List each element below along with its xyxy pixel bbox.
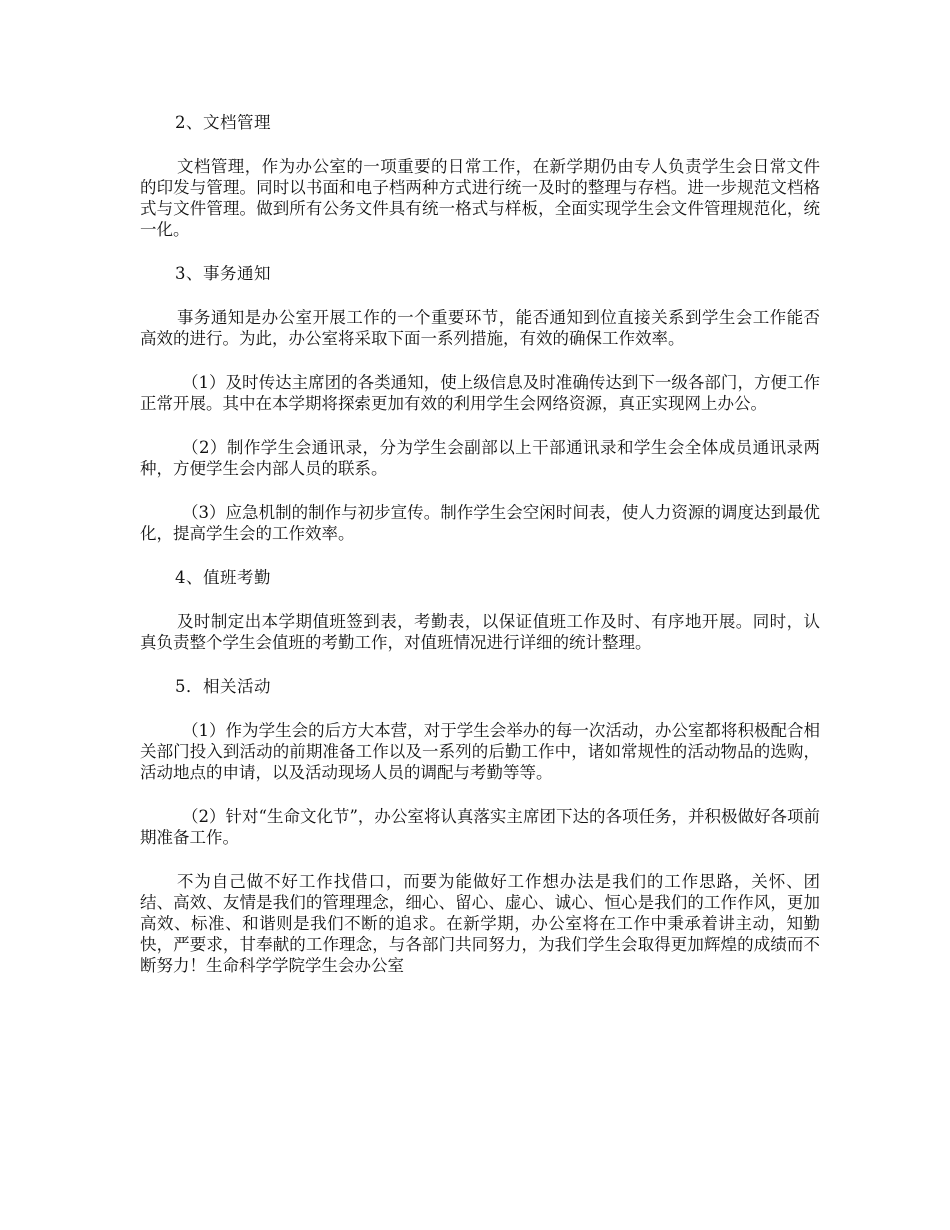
document-body <box>140 112 820 999</box>
list-item-notifications-3: （3）应急机制的制作与初步宣传。制作学生会空闲时间表，使人力资源的调度达到最优化，提高学生会的工作效率。 <box>140 503 820 543</box>
list-item-activities-1: （1）作为学生会的后方大本营，对于学生会举办的每一次活动，办公室都将积极配合相关部门投入到活动的前期准备工作以及一系列的后勤工作中，诸如常规性的活动物品的选购，活动地点的申请，以及活动现场人员的调配与考勤等等。 <box>140 721 820 782</box>
section-heading-activities: 5．相关活动 <box>175 677 271 696</box>
list-item-activities-2: （2）针对“生命文化节”，办公室将认真落实主席团下达的各项任务，并积极做好各项前期准备工作。 <box>140 807 820 847</box>
section-heading-document-management: 2、文档管理 <box>175 113 271 132</box>
paragraph-closing: 不为自己做不好工作找借口，而要为能做好工作想办法是我们的工作思路，关怀、团结、高效、友情是我们的管理理念，细心、留心、虚心、诚心、恒心是我们的工作作风，更加高效、标准、和谐则是我们不断的追求。在新学期，办公室将在工作中秉承着讲主动，知勤快，严要求，甘奉献的工作理念，与各部门共同努力，为我们学生会取得更加辉煌的成绩而不断努力！生命科学学院学生会办公室 <box>140 872 820 975</box>
paragraph-notifications-intro: 事务通知是办公室开展工作的一个重要环节，能否通知到位直接关系到学生会工作能否高效的进行。为此，办公室将采取下面一系列措施，有效的确保工作效率。 <box>140 308 820 348</box>
paragraph-duty-attendance: 及时制定出本学期值班签到表，考勤表，以保证值班工作及时、有序地开展。同时，认真负责整个学生会值班的考勤工作，对值班情况进行详细的统计整理。 <box>140 612 820 652</box>
list-item-notifications-2: （2）制作学生会通讯录，分为学生会副部以上干部通讯录和学生会全体成员通讯录两种，方便学生会内部人员的联系。 <box>140 438 820 478</box>
section-heading-duty-attendance: 4、值班考勤 <box>175 568 271 587</box>
section-heading-notifications: 3、事务通知 <box>175 264 271 283</box>
list-item-notifications-1: （1）及时传达主席团的各类通知，使上级信息及时准确传达到下一级各部门，方便工作正常开展。其中在本学期将探索更加有效的利用学生会网络资源，真正实现网上办公。 <box>140 373 820 413</box>
paragraph-document-management: 文档管理，作为办公室的一项重要的日常工作，在新学期仍由专人负责学生会日常文件的印发与管理。同时以书面和电子档两种方式进行统一及时的整理与存档。进一步规范文档格式与文件管理。做到所有公务文件具有统一格式与样板，全面实现学生会文件管理规范化，统一化。 <box>140 157 820 239</box>
